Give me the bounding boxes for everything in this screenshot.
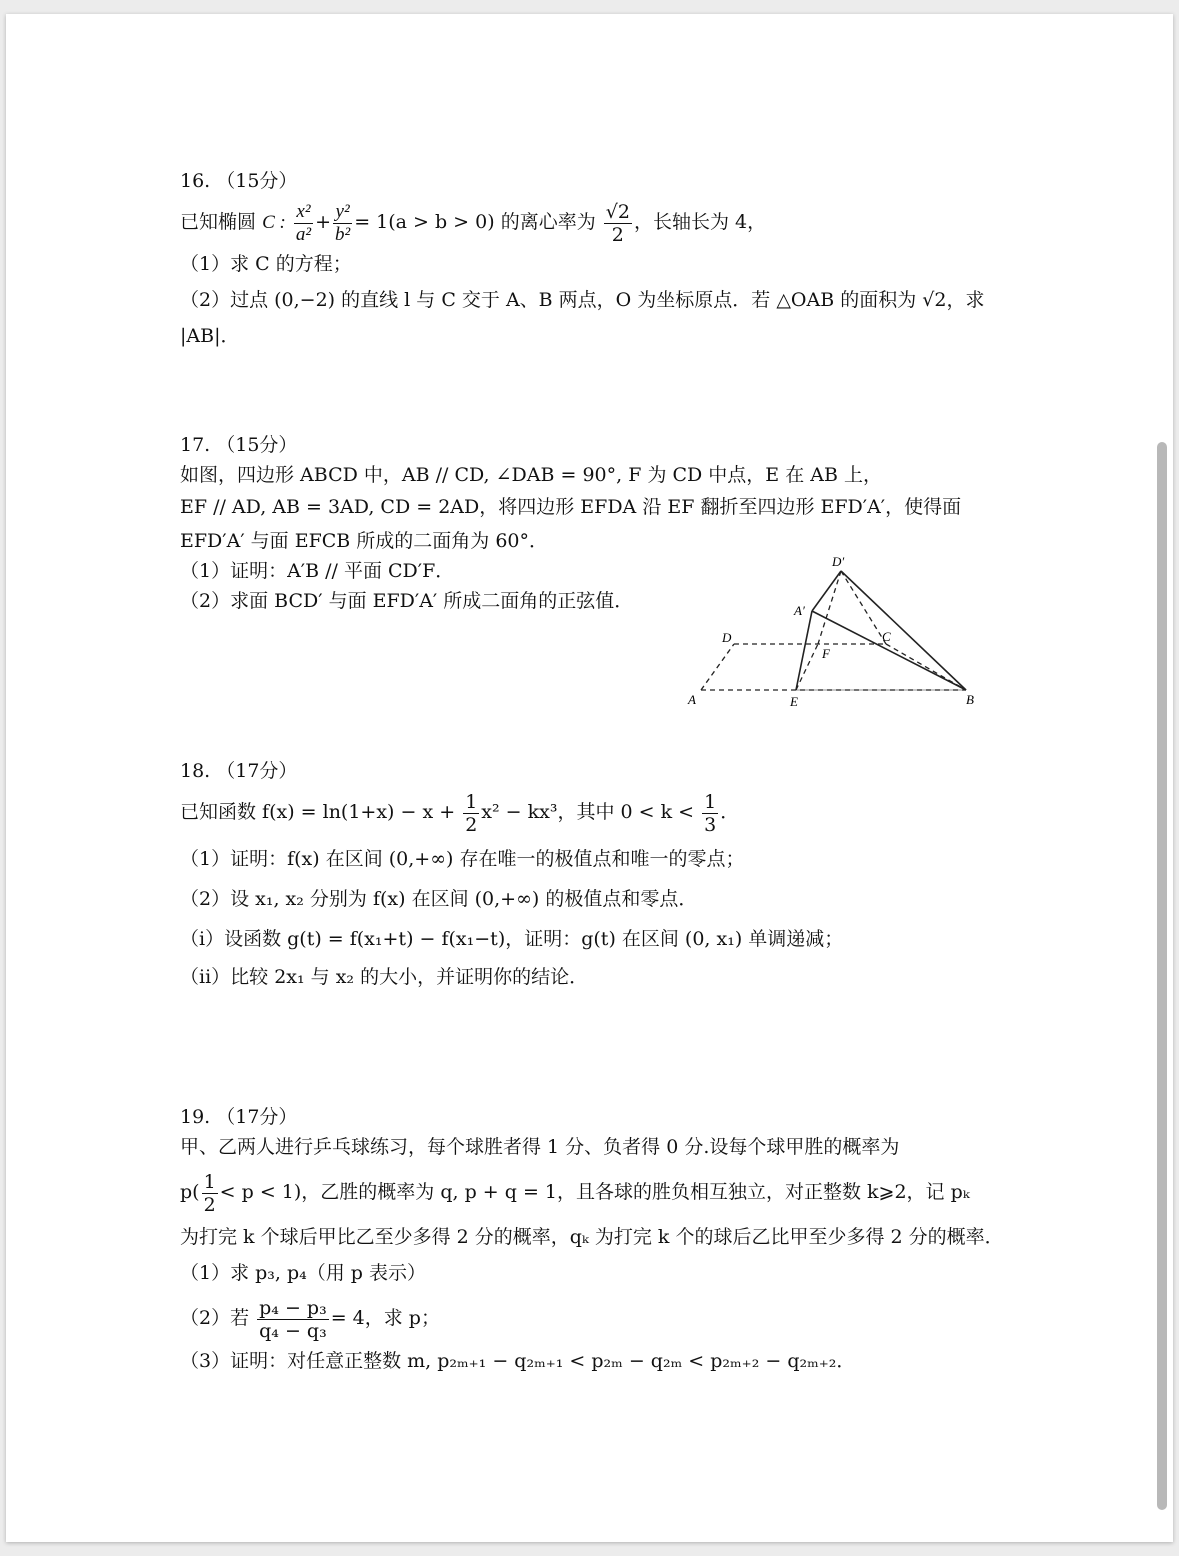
fraction-one-third: $\frac{1}{3}$ (704, 790, 717, 836)
question-16-line-4: |AB|． (180, 325, 240, 347)
fraction-p-half: $\frac{1}{2}$ (203, 1170, 216, 1216)
question-18-line-5: （ii）比较 2x₁ 与 x₂ 的大小，并证明你的结论． (180, 966, 589, 988)
fraction-eccentricity: $\frac{√2}{2}$ (605, 200, 630, 246)
edge-EA-prime (796, 611, 812, 690)
question-19-line-5: （2）若 $\frac{\text{p₄ − p₃}}{\text{q₄ − q₃}}$ = 4，求 p； (180, 1296, 440, 1342)
question-16-line-1: 已知椭圆 C : $\frac{\text{x²}}{\text{a²}}$ + $\frac{\text{y²}}{\text{b²}}$ = 1(a > b > 0) 的离心率为 $\frac{√2}{2}$ ，长轴长为 4， (180, 200, 767, 246)
question-18-line-1: 已知函数 f(x) = ln(1+x) − x + $\frac{1}{2}$ x² − kx³，其中 0 < k < $\frac{1}{3}$ ． (180, 790, 740, 836)
question-17-line-1: 如图，四边形 ABCD 中，AB // CD, ∠DAB = 90°, F 为 CD 中点，E 在 AB 上， (180, 464, 882, 486)
fraction-pq-ratio: $\frac{\text{p₄ − p₃}}{\text{q₄ − q₃}}$ (259, 1296, 327, 1342)
fraction-one-half: $\frac{1}{2}$ (465, 790, 478, 836)
question-18-line-4: （i）设函数 g(t) = f(x₁+t) − f(x₁−t)，证明：g(t) 在区间 (0, x₁) 单调递减； (180, 928, 844, 950)
label-F: F (822, 646, 830, 661)
edge-AD (701, 644, 734, 690)
edge-A-prime-D-prime (812, 571, 841, 611)
question-17-line-4: （1）证明：A′B // 平面 CD′F． (180, 560, 455, 582)
question-17-line-5: （2）求面 BCD′ 与面 EFD′A′ 所成二面角的正弦值． (180, 590, 634, 612)
label-A: A (688, 692, 696, 707)
question-18-header: 18. （17分） (180, 760, 298, 782)
question-17-line-2: EF // AD, AB = 3AD, CD = 2AD，将四边形 EFDA 沿 EF 翻折至四边形 EFD′A′，使得面 (180, 496, 962, 518)
label-C: C (882, 629, 891, 644)
question-19-line-6: （3）证明：对任意正整数 m, p₂ₘ₊₁ − q₂ₘ₊₁ < p₂ₘ − q₂ₘ < p₂ₘ₊₂ − q₂ₘ₊₂． (180, 1350, 856, 1372)
question-19-line-4: （1）求 p₃, p₄（用 p 表示） (180, 1262, 427, 1284)
question-16-header: 16. （15分） (180, 170, 298, 192)
question-16-line-2: （1）求 C 的方程； (180, 253, 352, 275)
vertical-scrollbar[interactable] (1157, 442, 1167, 1510)
label-E: E (790, 694, 798, 709)
question-17-header: 17. （15分） (180, 434, 298, 456)
question-19-line-2: p( $\frac{1}{2}$ < p < 1)，乙胜的概率为 q, p + q = 1，且各球的胜负相互独立，对正整数 k⩾2，记 pₖ (180, 1170, 970, 1216)
fraction-x2-a2: $\frac{\text{x²}}{\text{a²}}$ (295, 200, 312, 245)
question-18-line-3: （2）设 x₁, x₂ 分别为 f(x) 在区间 (0,+∞) 的极值点和零点． (180, 888, 698, 910)
label-D: D (722, 630, 732, 645)
question-18 (180, 756, 1060, 992)
edge-D-prime-F (818, 571, 841, 644)
question-19-header: 19. （17分） (180, 1106, 298, 1128)
edge-A-prime-B (812, 611, 966, 690)
label-B: B (966, 692, 974, 707)
edge-EF (796, 644, 818, 690)
question-17-line-3: EFD′A′ 与面 EFCB 所成的二面角为 60°． (180, 530, 549, 552)
question-18-line-2: （1）证明：f(x) 在区间 (0,+∞) 存在唯一的极值点和唯一的零点； (180, 848, 745, 870)
question-19-line-3: 为打完 k 个球后甲比乙至少多得 2 分的概率，qₖ 为打完 k 个的球后乙比甲至少多得 2 分的概率． (180, 1226, 1004, 1248)
geometry-figure (676, 554, 996, 714)
fraction-y2-b2: $\frac{\text{y²}}{\text{b²}}$ (334, 200, 351, 245)
label-D-prime: D′ (832, 554, 845, 569)
question-19-line-1: 甲、乙两人进行乒乓球练习，每个球胜者得 1 分、负者得 0 分.设每个球甲胜的概率为 (180, 1136, 900, 1158)
document-page (6, 14, 1173, 1542)
question-16-line-3: （2）过点 (0,−2) 的直线 l 与 C 交于 A、B 两点，O 为坐标原点．若 △OAB 的面积为 √2，求 (180, 289, 985, 311)
edge-D-prime-B (841, 571, 966, 690)
question-19 (180, 1102, 1060, 1376)
label-A-prime: A′ (794, 603, 805, 618)
question-16 (180, 166, 1060, 351)
